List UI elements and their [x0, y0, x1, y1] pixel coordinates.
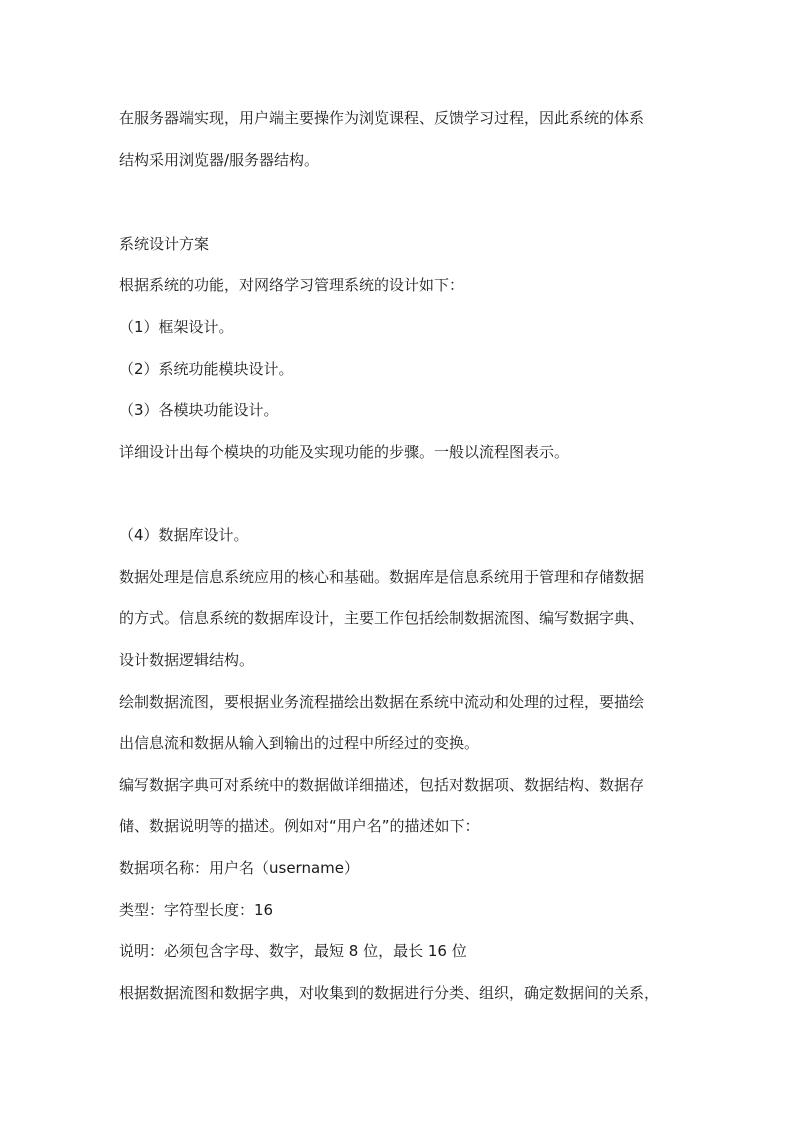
paragraph-line: 出信息流和数据从输入到输出的过程中所经过的变换。 [119, 734, 480, 752]
paragraph-line: 在服务器端实现，用户端主要操作为浏览课程、反馈学习过程，因此系统的体系 [119, 109, 645, 127]
paragraph-line: 编写数据字典可对系统中的数据做详细描述，包括对数据项、数据结构、数据存 [119, 776, 645, 794]
paragraph-line: 设计数据逻辑结构。 [119, 651, 255, 669]
paragraph-line: 数据项名称：用户名（username） [119, 859, 359, 877]
list-item: （1）框架设计。 [119, 318, 234, 336]
paragraph-line: 数据处理是信息系统应用的核心和基础。数据库是信息系统用于管理和存储数据 [119, 568, 645, 586]
paragraph-line: 根据系统的功能，对网络学习管理系统的设计如下： [119, 276, 465, 294]
list-item: （2）系统功能模块设计。 [119, 360, 294, 378]
paragraph-line: 的方式。信息系统的数据库设计，主要工作包括绘制数据流图、编写数据字典、 [119, 609, 645, 627]
paragraph-line: 结构采用浏览器/服务器结构。 [119, 151, 320, 169]
list-item: （3）各模块功能设计。 [119, 401, 279, 419]
paragraph-line: 储、数据说明等的描述。例如对“用户名”的描述如下： [119, 817, 480, 835]
list-item: （4）数据库设计。 [119, 526, 249, 544]
paragraph-line: 类型：字符型长度：16 [119, 901, 274, 919]
paragraph-line: 根据数据流图和数据字典，对收集到的数据进行分类、组织，确定数据间的关系， [119, 984, 660, 1002]
paragraph-line: 说明：必须包含字母、数字，最短 8 位，最长 16 位 [119, 942, 467, 960]
section-heading: 系统设计方案 [119, 235, 210, 253]
paragraph-line: 详细设计出每个模块的功能及实现功能的步骤。一般以流程图表示。 [119, 443, 570, 461]
paragraph-line: 绘制数据流图，要根据业务流程描绘出数据在系统中流动和处理的过程，要描绘 [119, 693, 645, 711]
